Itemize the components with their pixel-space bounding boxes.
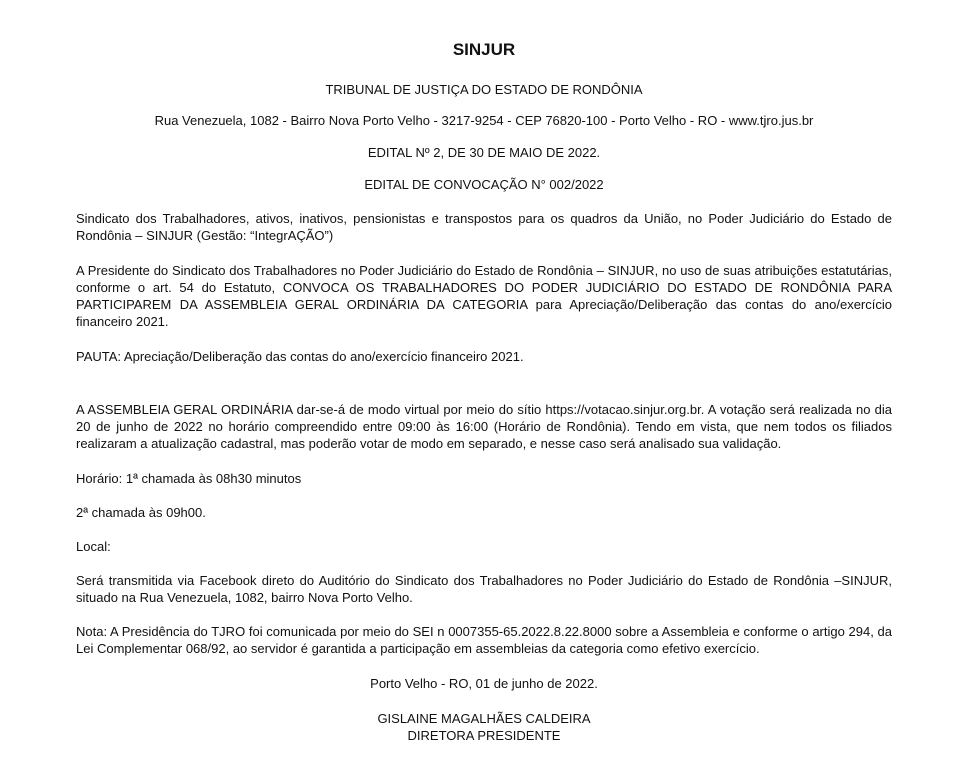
paragraph-presidente: A Presidente do Sindicato dos Trabalhadores no Poder Judiciário do Estado de Rondônia – SINJUR, no uso de suas atribuições estatutárias, conforme o art. 54 do Estatuto, CONVOCA OS TRABALHADORES DO PODER JUDICIÁRIO DO ESTADO DE RONDÔNIA PARA PARTICIPAREM DA ASSEMBLEIA GERAL ORDINÁRIA DA CATEGORIA para Apreciação/Deliberação das contas do ano/exercício financeiro 2021.: [76, 263, 892, 329]
document-title: SINJUR: [452, 40, 516, 59]
paragraph-horario-second-call: 2ª chamada às 09h00.: [76, 505, 206, 520]
paragraph-local: Local:: [76, 539, 111, 554]
date-line: Porto Velho - RO, 01 de junho de 2022.: [370, 676, 598, 691]
paragraph-horario-first-call: Horário: 1ª chamada às 08h30 minutos: [76, 471, 302, 486]
paragraph-assembleia: A ASSEMBLEIA GERAL ORDINÁRIA dar-se-á de modo virtual por meio do sítio https://votacao.sinjur.org.br. A votação será realizada no dia 20 de junho de 2022 no horário compreendido entre 09:00 às 16:00 (Horário de Rondônia). Tendo em vista, que nem todos os filiados realizaram a atualização cadastral, mas poderão votar de modo em separado, e nesse caso será analisado sua validação.: [76, 402, 892, 451]
edital-convocacao: EDITAL DE CONVOCAÇÃO N° 002/2022: [364, 177, 604, 192]
paragraph-pauta: PAUTA: Apreciação/Deliberação das contas do ano/exercício financeiro 2021.: [76, 349, 524, 364]
edital-number: EDITAL Nº 2, DE 30 DE MAIO DE 2022.: [367, 145, 601, 160]
paragraph-sindicato: Sindicato dos Trabalhadores, ativos, inativos, pensionistas e transpostos para os quadros da União, no Poder Judiciário do Estado de Rondônia – SINJUR (Gestão: “IntegrAÇÃO”): [76, 211, 892, 243]
tribunal-name: TRIBUNAL DE JUSTIÇA DO ESTADO DE RONDÔNIA: [325, 82, 643, 97]
address-line: Rua Venezuela, 1082 - Bairro Nova Porto Velho - 3217-9254 - CEP 76820-100 - Porto Velho - RO - www.tjro.jus.br: [154, 113, 814, 128]
signature-name: GISLAINE MAGALHÃES CALDEIRA: [377, 711, 591, 726]
signature-role: DIRETORA PRESIDENTE: [407, 728, 561, 743]
paragraph-nota: Nota: A Presidência do TJRO foi comunicada por meio do SEI n 0007355-65.2022.8.22.8000 sobre a Assembleia e conforme o artigo 294, da Lei Complementar 068/92, ao servidor é garantida a participação em assembleias da categoria como efetivo exercício.: [76, 624, 892, 656]
paragraph-transmitida: Será transmitida via Facebook direto do Auditório do Sindicato dos Trabalhadores no Poder Judiciário do Estado de Rondônia –SINJUR, situado na Rua Venezuela, 1082, bairro Nova Porto Velho.: [76, 573, 892, 605]
